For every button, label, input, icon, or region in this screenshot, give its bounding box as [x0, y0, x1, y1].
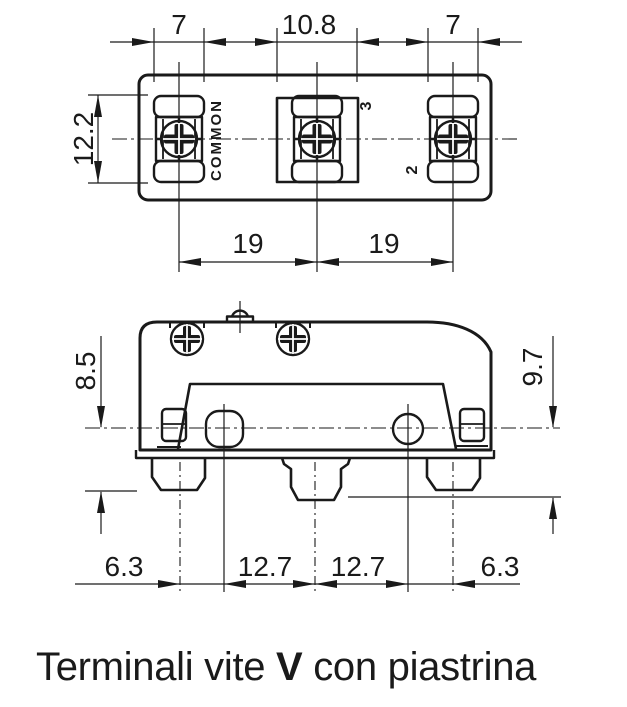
dim-label-side-lug-depth: 8.5	[70, 351, 101, 391]
terminal-label-common: COMMON	[208, 99, 225, 181]
terminal-label-2: 2	[404, 165, 421, 175]
lug-left	[152, 458, 205, 490]
cover-screw-right	[277, 323, 309, 355]
terminal-label-3: 3	[358, 101, 375, 111]
top-view-drawing	[68, 9, 522, 272]
caption-prefix: Terminali vite	[36, 645, 277, 689]
dim-label-pitch-left: 12.7	[237, 551, 293, 582]
dim-label-offset-left: 6.3	[104, 551, 144, 582]
dim-label-pitch-left: 19	[232, 228, 264, 259]
cover-screw-left	[171, 323, 203, 355]
dim-label-pitch-right: 19	[368, 228, 400, 259]
plunger	[227, 301, 253, 333]
front-view-drawing	[70, 301, 561, 592]
dim-label-width-mid: 10.8	[281, 9, 337, 40]
caption	[36, 645, 536, 690]
caption-suffix: con piastrina	[302, 645, 537, 689]
dim-label-width-right: 7	[445, 9, 461, 40]
lug-center	[282, 458, 350, 500]
dim-label-width-left: 7	[171, 9, 187, 40]
dim-label-terminal-height: 12.2	[68, 111, 99, 167]
caption-variant-code: V	[276, 645, 303, 689]
dim-label-pitch-right: 12.7	[330, 551, 386, 582]
dim-terminal-widths	[110, 9, 522, 82]
side-tab-right	[460, 409, 484, 441]
dim-label-offset-right: 6.3	[480, 551, 520, 582]
dim-terminal-pitch	[179, 228, 453, 266]
dim-label-center-lug-depth: 9.7	[517, 347, 548, 387]
dim-side-lug-depth	[70, 336, 137, 534]
dim-terminal-height	[68, 95, 148, 183]
